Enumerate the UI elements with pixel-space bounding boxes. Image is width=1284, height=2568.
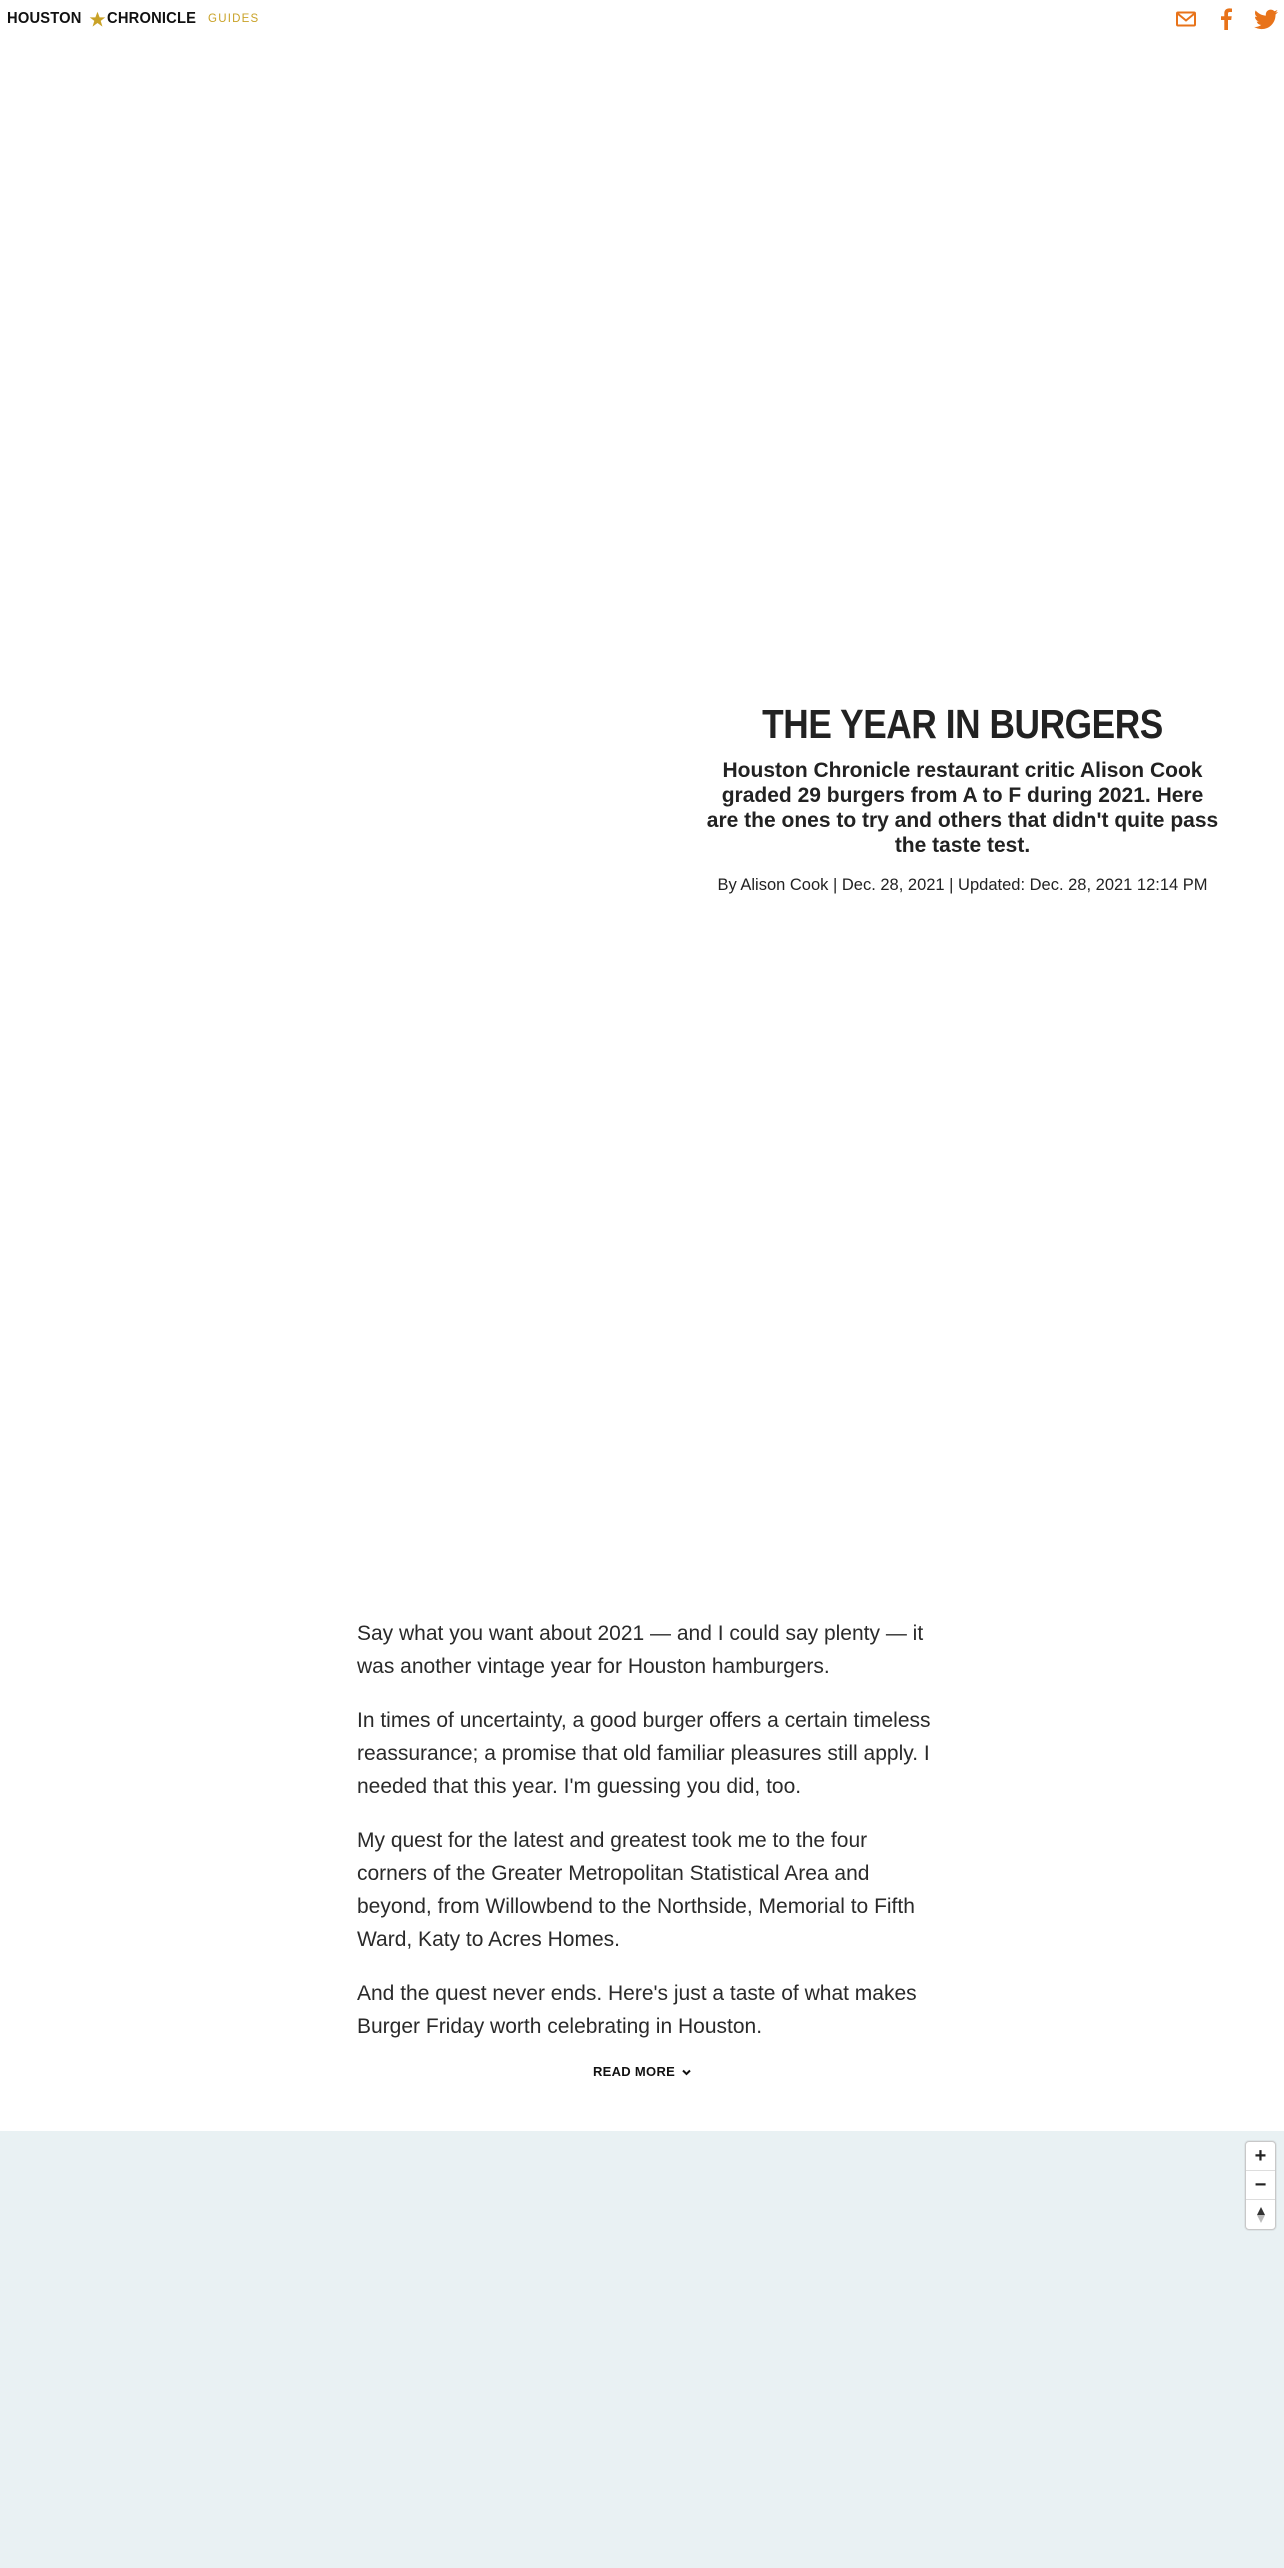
hero-dek: Houston Chronicle restaurant critic Alison Cook graded 29 burgers from A to F during 2021. Here are the ones to try and others that didn't quite pass the taste test. <box>706 759 1219 857</box>
email-icon <box>1176 11 1196 27</box>
chevron-down-icon <box>682 2069 691 2076</box>
facebook-share-button[interactable] <box>1214 7 1238 31</box>
article-paragraph: In times of uncertainty, a good burger offers a certain timeless reassurance; a promise that old familiar pleasures still apply. I needed that this year. I'm guessing you did, too. <box>357 1709 931 1798</box>
share-bar <box>1174 7 1278 31</box>
article-body <box>357 1617 937 2064</box>
map-view[interactable] <box>0 2131 1284 2568</box>
site-logo[interactable] <box>7 10 259 28</box>
star-icon <box>89 11 106 28</box>
byline: By Alison Cook | Dec. 28, 2021 | Updated: Dec. 28, 2021 12:14 PM <box>717 876 1208 894</box>
zoom-in-button[interactable]: + <box>1246 2142 1275 2171</box>
logo-houston: HOUSTON <box>7 10 82 27</box>
map-controls <box>1245 2141 1276 2230</box>
article-paragraph: Say what you want about 2021 — and I could say plenty — it was another vintage year for Houston hamburgers. <box>357 1622 924 1678</box>
facebook-icon <box>1219 8 1233 30</box>
compass-button[interactable] <box>1246 2200 1275 2229</box>
site-header <box>0 0 1284 38</box>
twitter-share-button[interactable] <box>1254 7 1278 31</box>
read-more-button[interactable] <box>0 2064 1284 2079</box>
logo-chronicle: CHRONICLE <box>107 10 197 27</box>
hero-section <box>700 700 1225 896</box>
article-paragraph: My quest for the latest and greatest took me to the four corners of the Greater Metropolitan Statistical Area and beyond, from Willowbend to the Northside, Memorial to Fifth Ward, Katy to Acres Homes. <box>357 1829 915 1951</box>
twitter-icon <box>1254 9 1278 30</box>
logo-section-label: GUIDES <box>208 13 260 25</box>
read-more-label: READ MORE <box>592 2064 676 2079</box>
page-title: THE YEAR IN BURGERS <box>762 701 1163 747</box>
article-paragraph: And the quest never ends. Here's just a taste of what makes Burger Friday worth celebrating in Houston. <box>357 1982 917 2038</box>
compass-icon <box>1256 2206 1266 2224</box>
zoom-out-button[interactable]: − <box>1246 2171 1275 2200</box>
email-share-button[interactable] <box>1174 7 1198 31</box>
